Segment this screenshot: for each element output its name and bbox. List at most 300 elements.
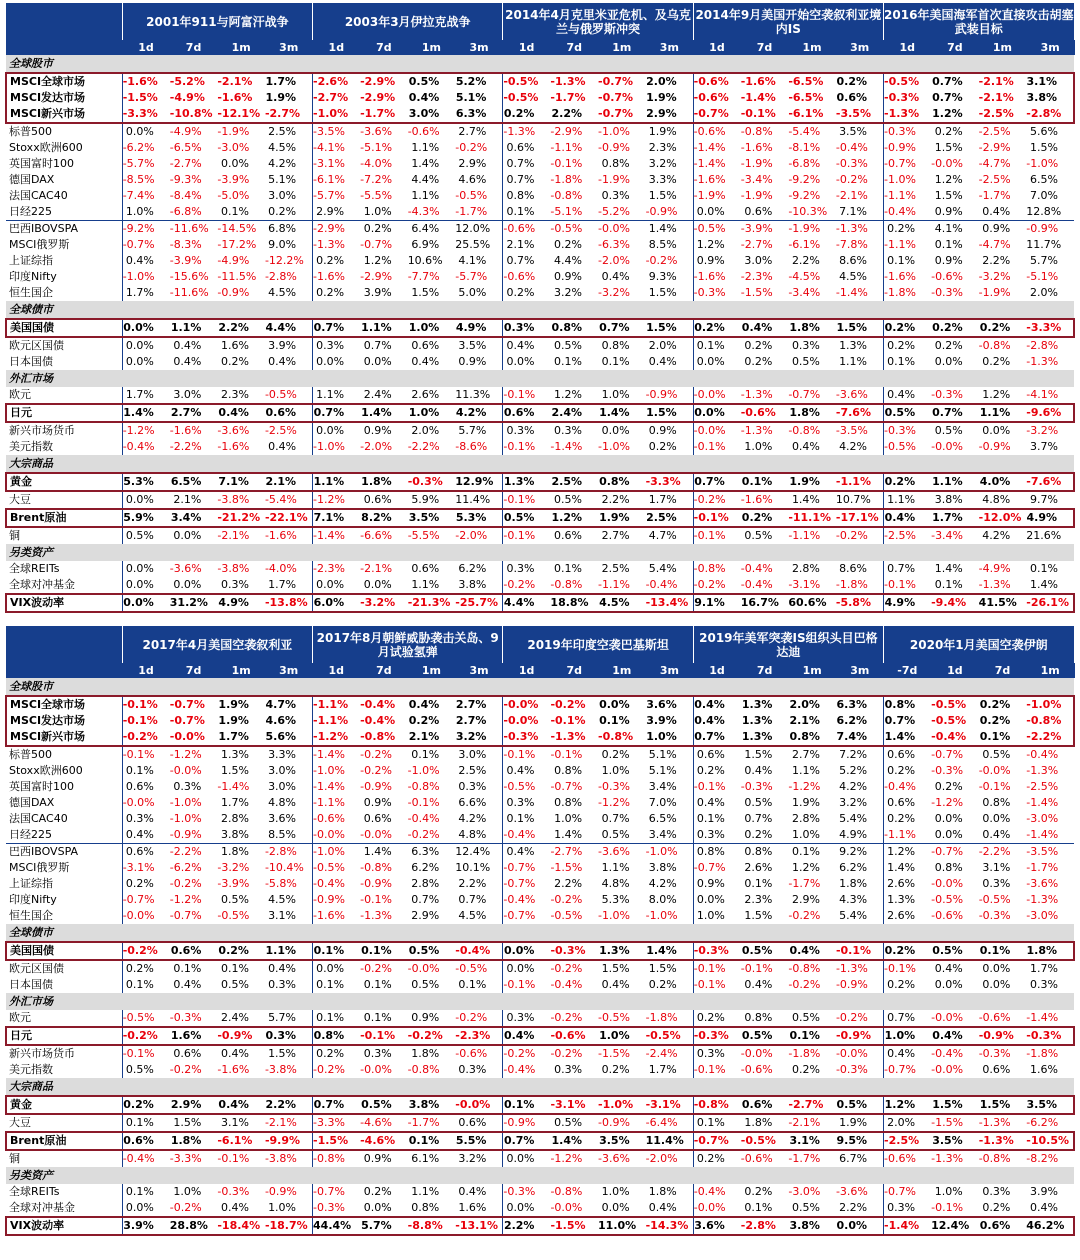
value-cell: -3.6%: [217, 424, 250, 437]
value-cell: 10.1%: [455, 861, 491, 874]
value-cell: 1.1%: [411, 1185, 440, 1198]
value-cell: -1.5%: [122, 90, 170, 106]
value-cell: 0.7%: [601, 812, 630, 825]
value-cell: -0.8%: [550, 189, 583, 202]
value-cell: 0.2%: [884, 977, 932, 993]
value-cell: 0.5%: [408, 942, 456, 960]
header-corner: [6, 40, 122, 55]
value-cell: 2.5%: [601, 562, 630, 575]
value-cell: -9.9%: [265, 1132, 313, 1150]
value-cell: 5.5%: [455, 1132, 503, 1150]
value-cell: 3.8%: [220, 828, 249, 841]
value-cell: 0.0%: [122, 319, 170, 337]
event-header: 2019年印度空袭巴基斯坦: [503, 626, 693, 663]
value-cell: 0.0%: [503, 942, 551, 960]
data-row: [6, 90, 1074, 106]
value-cell: 1.0%: [408, 404, 456, 422]
value-cell: -3.5%: [836, 106, 884, 123]
value-cell: -0.7%: [598, 106, 646, 123]
value-cell: 0.2%: [982, 355, 1011, 368]
value-cell: 9.0%: [268, 238, 297, 251]
value-cell: 1.0%: [601, 388, 630, 401]
value-cell: 0.0%: [363, 1201, 392, 1214]
value-cell: -1.0%: [313, 763, 361, 779]
value-cell: 0.6%: [884, 795, 932, 811]
value-cell: 0.2%: [884, 221, 932, 238]
value-cell: -1.6%: [884, 269, 932, 285]
event-header: 2016年美国海军首次直接攻击胡塞武装目标: [884, 3, 1074, 40]
value-cell: -0.9%: [1026, 221, 1074, 238]
period-header: 1d: [693, 663, 741, 678]
value-cell: -1.3%: [931, 1152, 964, 1165]
value-cell: -6.8%: [169, 205, 202, 218]
value-cell: -1.7%: [788, 1152, 821, 1165]
data-row: [6, 285, 1074, 301]
value-cell: 9.3%: [648, 270, 677, 283]
value-cell: 1.4%: [122, 404, 170, 422]
value-cell: -3.1%: [122, 860, 170, 876]
value-cell: -2.5%: [1026, 780, 1059, 793]
value-cell: -5.5%: [407, 529, 440, 542]
value-cell: 1.8%: [788, 404, 836, 422]
value-cell: -1.6%: [740, 493, 773, 506]
value-cell: 2.7%: [601, 529, 630, 542]
value-cell: -0.3%: [598, 780, 630, 793]
value-cell: 1.9%: [792, 796, 820, 809]
value-cell: 12.8%: [1026, 205, 1062, 218]
value-cell: 0.4%: [503, 1027, 551, 1045]
period-header: 1d: [503, 40, 551, 55]
value-cell: 0.2%: [741, 509, 789, 527]
value-cell: 0.8%: [982, 796, 1011, 809]
value-cell: -4.5%: [788, 270, 821, 283]
value-cell: 0.6%: [979, 1217, 1027, 1235]
value-cell: 0.2%: [744, 339, 773, 352]
value-cell: 0.9%: [363, 1152, 392, 1165]
row-label: 欧元区国债: [9, 962, 64, 975]
data-row: [6, 561, 1074, 577]
value-cell: -0.9%: [979, 1027, 1027, 1045]
value-cell: 11.4%: [455, 493, 491, 506]
value-cell: -1.8%: [884, 285, 932, 301]
value-cell: -0.2%: [835, 529, 868, 542]
value-cell: 0.1%: [503, 811, 551, 827]
data-row: [6, 1010, 1074, 1027]
value-cell: 0.6%: [411, 339, 440, 352]
period-header: 3m: [265, 40, 313, 55]
value-cell: -1.9%: [978, 286, 1011, 299]
value-cell: -0.3%: [931, 286, 964, 299]
value-cell: -0.2%: [122, 942, 170, 960]
value-cell: 2.2%: [601, 493, 630, 506]
value-cell: 1.5%: [934, 141, 963, 154]
data-row: [6, 439, 1074, 455]
value-cell: -3.4%: [931, 529, 964, 542]
value-cell: -3.2%: [217, 861, 250, 874]
period-header: 1d: [884, 40, 932, 55]
value-cell: -2.9%: [978, 141, 1011, 154]
event-header-row: [6, 3, 1074, 40]
value-cell: 5.9%: [122, 509, 170, 527]
value-cell: 1.6%: [220, 339, 249, 352]
value-cell: 0.4%: [1030, 1201, 1058, 1214]
value-cell: -0.2%: [169, 1201, 202, 1214]
value-cell: 3.0%: [173, 388, 202, 401]
value-cell: 0.7%: [884, 1010, 932, 1027]
value-cell: 44.4%: [313, 1217, 361, 1235]
data-row: [6, 1062, 1074, 1078]
value-cell: -0.5%: [455, 189, 488, 202]
value-cell: -0.1%: [884, 577, 932, 594]
value-cell: -1.5%: [550, 861, 583, 874]
value-cell: 1.1%: [979, 404, 1027, 422]
row-label: 新兴市场货币: [9, 1047, 75, 1060]
value-cell: -0.7%: [598, 73, 646, 90]
value-cell: -1.3%: [360, 909, 393, 922]
value-cell: 1.8%: [648, 1185, 677, 1198]
value-cell: 0.9%: [693, 253, 741, 269]
row-label: 铜: [9, 1152, 20, 1165]
value-cell: -2.7%: [740, 238, 773, 251]
value-cell: -2.9%: [360, 91, 396, 104]
value-cell: 4.8%: [458, 828, 487, 841]
value-cell: -10.3%: [788, 205, 828, 218]
value-cell: -0.7%: [598, 91, 634, 104]
value-cell: -0.3%: [835, 157, 868, 170]
value-cell: -1.6%: [217, 1063, 250, 1076]
value-cell: -0.9%: [360, 877, 393, 890]
value-cell: 5.2%: [839, 764, 868, 777]
value-cell: 7.1%: [313, 509, 361, 527]
value-cell: 3.4%: [648, 780, 677, 793]
value-cell: 0.5%: [931, 942, 979, 960]
value-cell: -2.1%: [788, 1116, 821, 1129]
value-cell: -2.7%: [313, 90, 361, 106]
period-header: 7d: [550, 663, 598, 678]
value-cell: 1.4%: [554, 828, 583, 841]
header-corner: [6, 663, 122, 678]
value-cell: -1.0%: [598, 909, 630, 922]
value-cell: 0.2%: [360, 221, 408, 238]
value-cell: 0.0%: [122, 337, 170, 354]
value-cell: -0.4%: [503, 1062, 551, 1078]
value-cell: -0.5%: [264, 388, 297, 401]
value-cell: -0.5%: [931, 893, 964, 906]
value-cell: 4.3%: [839, 893, 868, 906]
value-cell: 0.1%: [693, 1114, 741, 1132]
row-label: MSCI俄罗斯: [9, 238, 70, 251]
value-cell: -17.1%: [836, 509, 884, 527]
value-cell: -1.6%: [169, 424, 202, 437]
value-cell: -4.0%: [360, 157, 393, 170]
value-cell: -0.6%: [550, 1027, 598, 1045]
value-cell: 0.2%: [503, 285, 551, 301]
value-cell: 0.1%: [122, 977, 170, 993]
value-cell: 1.0%: [122, 204, 170, 221]
event-header-row: [6, 626, 1074, 663]
value-cell: 2.2%: [839, 1201, 868, 1214]
value-cell: -0.7%: [788, 388, 821, 401]
value-cell: 4.5%: [839, 270, 868, 283]
value-cell: 1.1%: [601, 861, 630, 874]
value-cell: -0.7%: [693, 860, 741, 876]
value-cell: -1.0%: [884, 172, 932, 188]
value-cell: 1.0%: [554, 812, 583, 825]
row-label: 印度Nifty: [9, 270, 57, 283]
value-cell: 1.4%: [934, 562, 963, 575]
value-cell: -9.2%: [788, 189, 821, 202]
value-cell: 0.2%: [934, 780, 963, 793]
row-label: MSCI新兴市场: [6, 729, 122, 746]
value-cell: -1.4%: [693, 140, 741, 156]
value-cell: 2.6%: [411, 388, 440, 401]
section-header-row: [6, 678, 1074, 696]
data-row: [6, 1096, 1074, 1114]
value-cell: 1.3%: [503, 473, 551, 491]
value-cell: 0.5%: [601, 828, 630, 841]
value-cell: 2.5%: [550, 473, 598, 491]
data-row: [6, 473, 1074, 491]
value-cell: 0.1%: [601, 355, 630, 368]
value-cell: -13.4%: [646, 594, 694, 612]
value-cell: 0.4%: [884, 1045, 932, 1062]
value-cell: -0.4%: [503, 892, 551, 908]
value-cell: -1.4%: [884, 1217, 932, 1235]
value-cell: 0.0%: [982, 962, 1011, 975]
value-cell: 0.2%: [979, 319, 1027, 337]
value-cell: 0.9%: [648, 424, 677, 437]
row-label: 大豆: [9, 1116, 31, 1129]
value-cell: -0.1%: [693, 977, 741, 993]
value-cell: 1.0%: [693, 908, 741, 924]
value-cell: -0.2%: [503, 1045, 551, 1062]
data-row: [6, 696, 1074, 713]
value-cell: -0.0%: [740, 1047, 773, 1060]
value-cell: 1.0%: [744, 440, 773, 453]
value-cell: 6.8%: [265, 221, 313, 238]
value-cell: 0.7%: [313, 1096, 361, 1114]
value-cell: 0.0%: [503, 1200, 551, 1217]
value-cell: -0.7%: [693, 1132, 741, 1150]
value-cell: 3.0%: [268, 189, 297, 202]
value-cell: 0.0%: [934, 828, 963, 841]
data-row: [6, 876, 1074, 892]
value-cell: -0.1%: [978, 780, 1011, 793]
value-cell: -1.3%: [550, 729, 598, 746]
value-cell: -10.4%: [264, 861, 304, 874]
data-row: [6, 337, 1074, 354]
value-cell: 0.3%: [791, 339, 820, 352]
value-cell: 0.3%: [884, 1200, 932, 1217]
value-cell: 0.4%: [982, 828, 1011, 841]
value-cell: 0.6%: [265, 404, 313, 422]
value-cell: -0.0%: [835, 1047, 868, 1060]
data-row: [6, 1045, 1074, 1062]
value-cell: -1.3%: [550, 73, 598, 90]
value-cell: 0.1%: [979, 729, 1027, 746]
value-cell: 0.1%: [503, 1096, 551, 1114]
value-cell: 5.1%: [455, 91, 487, 104]
value-cell: 1.6%: [458, 1201, 487, 1214]
value-cell: 2.8%: [220, 812, 249, 825]
value-cell: -2.6%: [313, 73, 361, 90]
value-cell: -0.2%: [408, 1027, 456, 1045]
value-cell: -3.3%: [646, 473, 694, 491]
value-cell: 0.3%: [554, 1063, 583, 1076]
value-cell: 18.8%: [550, 594, 598, 612]
value-cell: 0.4%: [122, 827, 170, 844]
value-cell: 0.1%: [503, 204, 551, 221]
value-cell: -1.0%: [598, 440, 630, 453]
value-cell: 1.5%: [173, 1116, 202, 1129]
value-cell: 0.5%: [554, 1116, 583, 1129]
value-cell: 0.1%: [599, 714, 630, 727]
value-cell: 2.6%: [884, 876, 932, 892]
value-cell: 0.3%: [1030, 978, 1058, 991]
value-cell: -2.5%: [884, 1132, 932, 1150]
data-row: [6, 1114, 1074, 1132]
value-cell: -0.3%: [503, 1184, 551, 1200]
section-title: 外汇市场: [6, 993, 1074, 1010]
value-cell: -1.6%: [693, 172, 741, 188]
value-cell: -1.7%: [1026, 861, 1059, 874]
value-cell: -6.2%: [169, 861, 202, 874]
period-header: 1d: [313, 663, 361, 678]
value-cell: -3.0%: [217, 141, 250, 154]
row-label: 巴西IBOVSPA: [6, 221, 122, 238]
data-row: [6, 491, 1074, 509]
value-cell: 0.5%: [836, 1096, 884, 1114]
value-cell: -0.4%: [407, 812, 440, 825]
value-cell: 1.4%: [360, 404, 408, 422]
value-cell: 0.2%: [792, 1063, 820, 1076]
value-cell: -0.3%: [169, 1011, 202, 1024]
value-cell: -3.6%: [598, 1152, 630, 1165]
period-header: 7d: [550, 40, 598, 55]
value-cell: 0.9%: [934, 205, 963, 218]
value-cell: 2.0%: [884, 1114, 932, 1132]
value-cell: 0.3%: [458, 780, 487, 793]
data-row: [6, 188, 1074, 204]
value-cell: -1.2%: [313, 729, 361, 746]
section-header-row: [6, 55, 1074, 73]
value-cell: 0.4%: [173, 355, 202, 368]
row-label: 美元指数: [9, 1063, 53, 1076]
value-cell: 0.4%: [788, 942, 836, 960]
row-label: 法国CAC40: [9, 812, 68, 825]
value-cell: 2.5%: [458, 764, 487, 777]
period-header: 3m: [646, 40, 694, 55]
value-cell: -3.4%: [740, 173, 773, 186]
value-cell: -0.1%: [503, 439, 551, 455]
value-cell: 1.5%: [979, 1096, 1027, 1114]
value-cell: 0.6%: [173, 1047, 202, 1060]
value-cell: -0.4%: [122, 439, 170, 455]
value-cell: -21.3%: [408, 594, 456, 612]
value-cell: -7.6%: [1026, 473, 1074, 491]
value-cell: 1.2%: [792, 861, 820, 874]
value-cell: 0.0%: [122, 594, 170, 612]
row-label: 德国DAX: [9, 173, 55, 186]
value-cell: -2.5%: [978, 125, 1011, 138]
value-cell: 1.3%: [839, 339, 868, 352]
value-cell: -0.0%: [122, 795, 170, 811]
value-cell: -0.0%: [931, 440, 964, 453]
value-cell: -0.4%: [884, 779, 932, 795]
section-header-row: [6, 455, 1074, 473]
value-cell: 0.2%: [836, 73, 884, 90]
section-title: 全球股市: [6, 678, 1074, 696]
value-cell: -5.1%: [550, 205, 583, 218]
value-cell: 2.1%: [408, 729, 456, 746]
period-header: 1d: [122, 663, 170, 678]
value-cell: -0.3%: [1026, 1027, 1074, 1045]
value-cell: -4.9%: [978, 562, 1011, 575]
value-cell: 0.2%: [122, 1096, 170, 1114]
value-cell: -0.7%: [503, 876, 551, 892]
value-cell: 5.4%: [648, 562, 677, 575]
value-cell: 4.4%: [411, 173, 440, 186]
value-cell: 0.3%: [982, 1185, 1011, 1198]
value-cell: 3.2%: [554, 286, 582, 299]
period-header: 3m: [836, 40, 884, 55]
value-cell: 0.5%: [220, 893, 249, 906]
data-row: [6, 172, 1074, 188]
value-cell: -1.0%: [646, 844, 694, 861]
value-cell: 4.7%: [265, 696, 313, 713]
value-cell: -5.1%: [1026, 270, 1059, 283]
value-cell: -0.5%: [455, 962, 488, 975]
value-cell: -22.1%: [265, 509, 313, 527]
value-cell: 3.7%: [1030, 440, 1058, 453]
value-cell: 4.1%: [458, 254, 487, 267]
value-cell: 1.1%: [839, 355, 868, 368]
value-cell: 0.6%: [744, 205, 773, 218]
value-cell: 1.3%: [741, 714, 773, 727]
value-cell: 2.9%: [313, 204, 361, 221]
value-cell: 0.4%: [693, 696, 741, 713]
value-cell: -0.9%: [598, 1116, 630, 1129]
value-cell: 1.7%: [220, 796, 249, 809]
value-cell: -8.2%: [1026, 1152, 1059, 1165]
value-cell: 1.1%: [884, 491, 932, 509]
value-cell: 3.5%: [1026, 1096, 1074, 1114]
value-cell: 0.2%: [982, 1201, 1011, 1214]
value-cell: -3.5%: [313, 123, 361, 140]
value-cell: -4.3%: [407, 205, 440, 218]
value-cell: 0.2%: [601, 1063, 630, 1076]
value-cell: 1.6%: [170, 1027, 218, 1045]
value-cell: -5.4%: [788, 125, 821, 138]
value-cell: -0.0%: [693, 387, 741, 404]
value-cell: -7.8%: [835, 238, 868, 251]
value-cell: 0.1%: [458, 978, 487, 991]
value-cell: -0.0%: [407, 962, 440, 975]
value-cell: -1.7%: [360, 106, 408, 123]
value-cell: 0.4%: [411, 355, 440, 368]
value-cell: 8.6%: [839, 254, 868, 267]
row-label: 法国CAC40: [9, 189, 68, 202]
data-row: [6, 1132, 1074, 1150]
value-cell: 5.9%: [411, 493, 440, 506]
value-cell: 0.1%: [693, 337, 741, 354]
value-cell: 3.5%: [598, 1132, 646, 1150]
data-row: [6, 942, 1074, 960]
value-cell: 4.4%: [503, 594, 551, 612]
value-cell: -0.3%: [884, 422, 932, 439]
value-cell: 0.4%: [173, 339, 202, 352]
value-cell: -0.6%: [693, 73, 741, 90]
